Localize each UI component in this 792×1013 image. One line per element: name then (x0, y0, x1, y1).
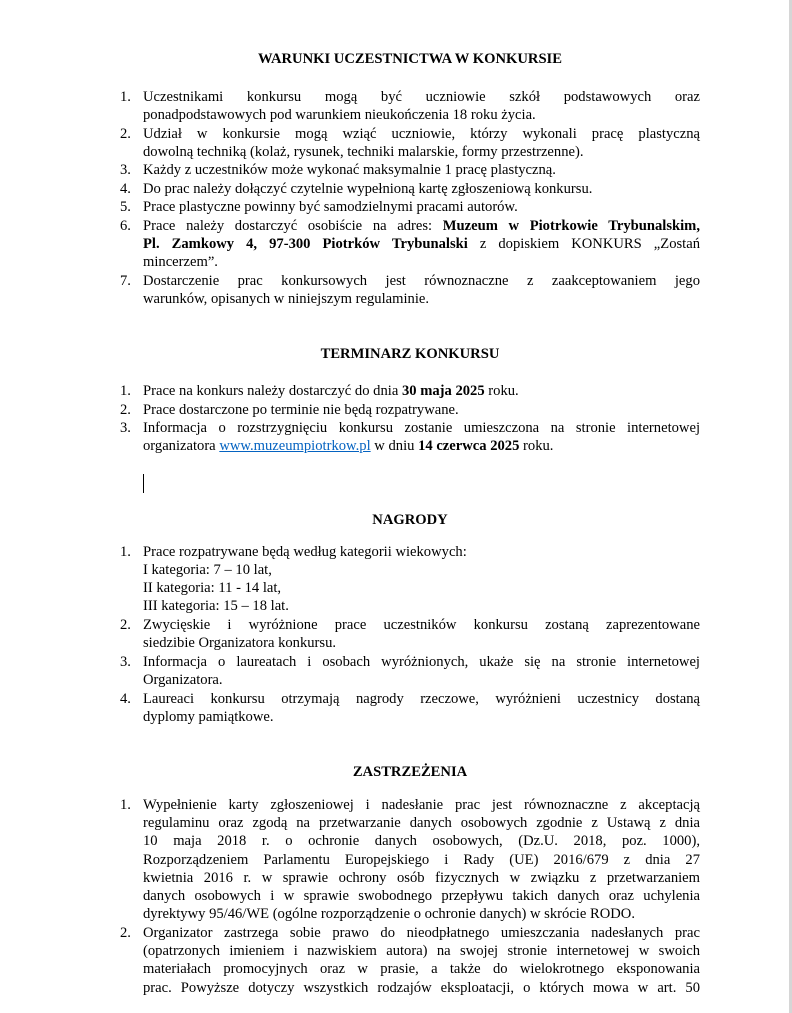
list-text: Informacja o rozstrzygnięciu konkursu zostanie umieszczona na stronie internetowej (143, 420, 700, 436)
deadline-suffix: roku. (484, 383, 519, 399)
list-text: Prace dostarczone po terminie nie będą rozpatrywane. (143, 402, 459, 418)
deadline-text: Prace na konkurs należy dostarczyć do dnia (143, 383, 402, 399)
list-number: 3. (120, 420, 131, 436)
list-number: 7. (120, 273, 131, 289)
list-text: Organizator zastrzega sobie prawo do nieodpłatnego umieszczania nadesłanych prac (143, 925, 700, 941)
website-link[interactable]: www.muzeumpiotrkow.pl (219, 438, 371, 454)
list-text: regulaminu oraz zgodą na przetwarzanie danych osobowych zgodnie z Ustawą z dnia (143, 815, 700, 831)
list-text: Udział w konkursie mogą wziąć uczniowie, którzy wykonali pracę plastyczną (143, 126, 700, 142)
list-text: Wypełnienie karty zgłoszeniowej i nadesłanie prac jest równoznaczne z akceptacją (143, 797, 700, 813)
list-text: kwietnia 2016 r. w sprawie ochrony osób fizycznych w związku z przetwarzaniem (143, 870, 700, 886)
text-cursor (143, 474, 144, 493)
list-text: dowolną techniką (kolaż, rysunek, techniki malarskie, formy przestrzenne). (143, 144, 584, 160)
list-text (143, 438, 700, 456)
list-text: mincerzem”. (143, 254, 218, 270)
list-text: (opatrzonych imieniem i nazwiskiem autora) na swojej stronie internetowej w swoich (143, 943, 700, 959)
list-text: Prace plastyczne powinny być samodzielnymi pracami autorów. (143, 199, 518, 215)
list-text: dyrektywy 95/46/WE (ogólne rozporządzenie o ochronie danych) w skrócie RODO. (143, 906, 635, 922)
list-text: danych osobowych i w sprawie swobodnego przepływu takich danych oraz uchylenia (143, 888, 700, 904)
list-text: Organizatora. (143, 672, 223, 688)
list-number: 3. (120, 654, 131, 670)
list-text (143, 218, 700, 236)
list-text (143, 383, 700, 401)
list-text: ponadpodstawowych pod warunkiem nieukończenia 18 roku życia. (143, 107, 536, 123)
list-text: Informacja o laureatach i osobach wyróżnionych, ukaże się na stronie internetowej (143, 654, 700, 670)
list-text: Dostarczenie prac konkursowych jest równoznaczne z zaakceptowaniem jego (143, 273, 700, 289)
list-number: 2. (120, 126, 131, 142)
list-number: 3. (120, 162, 131, 178)
list-number: 2. (120, 925, 131, 941)
date-prefix: w dniu (370, 438, 419, 454)
list-text: Prace rozpatrywane będą według kategorii wiekowych: (143, 544, 467, 560)
list-number: 1. (120, 544, 131, 560)
list-number: 2. (120, 617, 131, 633)
list-text: Zwycięskie i wyróżnione prace uczestników konkursu zostaną zaprezentowane (143, 617, 700, 633)
list-number: 4. (120, 691, 131, 707)
organizer-label: organizatora (143, 438, 220, 454)
address-museum: Muzeum w Piotrkowie Trybunalskim, (442, 218, 700, 234)
list-text: siedzibie Organizatora konkursu. (143, 635, 337, 651)
list-text: III kategoria: 15 – 18 lat. (143, 598, 289, 614)
list-number: 4. (120, 181, 131, 197)
date-suffix: roku. (519, 438, 554, 454)
section-title-nagrody: NAGRODY (372, 512, 448, 528)
section-title-terminarz: TERMINARZ KONKURSU (320, 346, 500, 362)
list-text (143, 236, 700, 254)
section-title-warunki: WARUNKI UCZESTNICTWA W KONKURSIE (258, 51, 562, 67)
list-text: Uczestnikami konkursu mogą być uczniowie szkół podstawowych oraz (143, 89, 700, 105)
list-number: 1. (120, 797, 131, 813)
result-date: 14 czerwca 2025 (418, 438, 520, 454)
list-number: 1. (120, 383, 131, 399)
address-street: Pl. Zamkowy 4, 97-300 Piotrków Trybunalski (143, 236, 468, 252)
list-text: 10 maja 2018 r. o ochronie danych osobowych, (Dz.U. 2018, poz. 1000), (143, 833, 700, 849)
list-number: 1. (120, 89, 131, 105)
list-text: dyplomy pamiątkowe. (143, 709, 274, 725)
deadline-date: 30 maja 2025 (401, 383, 485, 399)
section-title-zastrzezenia: ZASTRZEŻENIA (352, 764, 468, 780)
list-text: II kategoria: 11 - 14 lat, (143, 580, 282, 596)
list-text: Każdy z uczestników może wykonać maksymalnie 1 pracę plastyczną. (143, 162, 556, 178)
list-text: Do prac należy dołączyć czytelnie wypełnioną kartę zgłoszeniową konkursu. (143, 181, 593, 197)
list-text: prac. Powyższe dotyczy wszystkich rodzajów eksploatacji, o których mowa w art. 50 (143, 980, 700, 996)
list-number: 2. (120, 402, 131, 418)
list-text: Laureaci konkursu otrzymają nagrody rzeczowe, wyróżnieni uczestnicy dostaną (143, 691, 700, 707)
list-text: materiałach promocyjnych oraz w prasie, a także do wielokrotnego eksponowania (143, 961, 700, 977)
list-text: Rozporządzeniem Parlamentu Europejskiego i Rady (UE) 2016/679 z dnia 27 (143, 852, 700, 868)
address-intro: Prace należy dostarczyć osobiście na adres: (143, 218, 443, 234)
list-number: 5. (120, 199, 131, 215)
list-number: 6. (120, 218, 131, 234)
list-text: warunków, opisanych w niniejszym regulaminie. (143, 291, 429, 307)
address-note: z dopiskiem KONKURS „Zostań (467, 236, 700, 252)
list-text: I kategoria: 7 – 10 lat, (143, 562, 272, 578)
